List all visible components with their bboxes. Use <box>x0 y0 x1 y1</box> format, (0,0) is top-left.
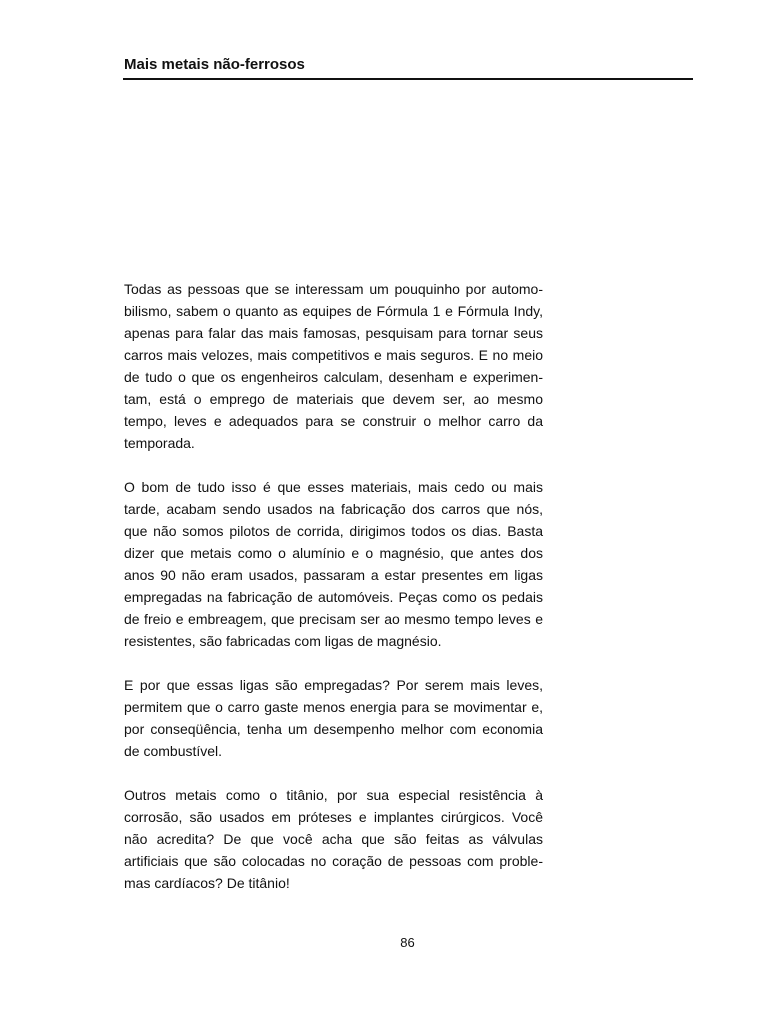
paragraph-1: Todas as pessoas que se interessam um pouquinho por automobilismo, sabem o quanto as equipes de Fórmula 1 e Fórmula Indy, apenas para falar das mais famosas, pesquisam para tornar seus carros mais velozes, mais competitivos e mais seguros. E no meio de tudo o que os engenheiros calculam, desenham e experimentam, está o emprego de materiais que devem ser, ao mesmo tempo, leves e adequados para se construir o melhor carro da temporada. <box>124 281 543 451</box>
page-number: 86 <box>400 935 415 950</box>
running-header-title: Mais metais não-ferrosos <box>124 56 305 73</box>
paragraph-3: E por que essas ligas são empregadas? Por serem mais leves, permitem que o carro gaste menos energia para se movimentar e, por conseqüência, tenha um desempenho melhor com economia de combustível. <box>124 677 543 759</box>
body-text <box>124 278 543 894</box>
paragraph-4: Outros metais como o titânio, por sua especial resistência à corrosão, são usados em próteses e implantes cirúrgicos. Você não acredita? De que você acha que são feitas as válvulas artificiais que são colocadas no coração de pessoas com problemas cardíacos? De titânio! <box>124 787 543 891</box>
paragraph-2: O bom de tudo isso é que esses materiais, mais cedo ou mais tarde, acabam sendo usados na fabricação dos carros que nós, que não somos pilotos de corrida, dirigimos todos os dias. Basta dizer que metais como o alumínio e o magnésio, que antes dos anos 90 não eram usados, passaram a estar presentes em ligas empregadas na fabricação de automóveis. Peças como os pedais de freio e embreagem, que precisam ser ao mesmo tempo leves e resistentes, são fabricadas com ligas de magnésio. <box>124 479 543 649</box>
running-header <box>123 56 693 80</box>
